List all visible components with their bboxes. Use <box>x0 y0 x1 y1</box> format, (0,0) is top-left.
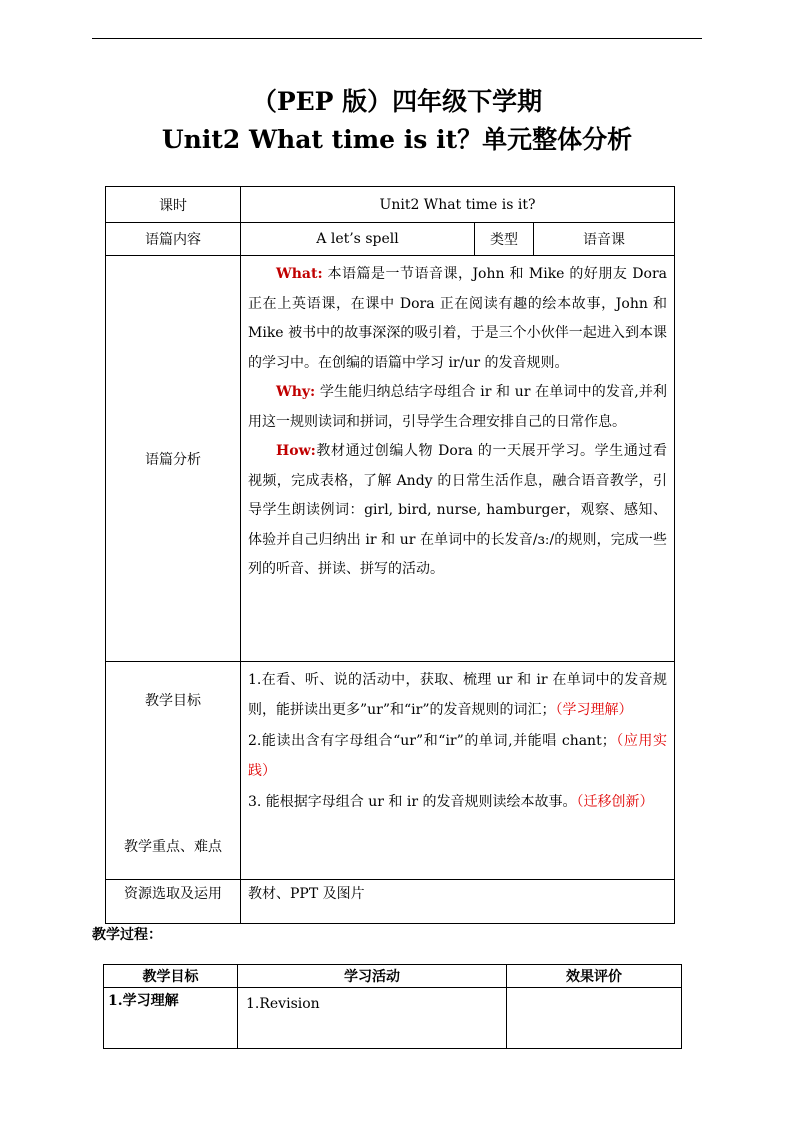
table-row <box>106 256 675 662</box>
what-text: 本语篇是一节语音课，John 和 Mike 的好朋友 Dora 正在上英语课，在课中 Dora 正在阅读有趣的绘本故事，John 和 Mike 被书中的故事深深的吸引着，于是三个小伙伴一起进入到本课的学习中。在创编的语篇中学习 ir/ur 的发音规则。 <box>248 266 668 371</box>
goal-key-label-cell <box>106 662 241 880</box>
goal-1-text: 1.在看、听、说的活动中，获取、梳理 ur 和 ir 在单词中的发音规则，能拼读出更多”ur”和“ir”的发音规则的词汇； <box>248 672 668 718</box>
table-row <box>104 988 682 1049</box>
table-row <box>106 223 675 256</box>
how-paragraph <box>248 437 667 585</box>
table-header-row <box>104 965 682 988</box>
why-keyword: Why: <box>276 384 316 400</box>
goal-3 <box>248 788 667 818</box>
analysis-content <box>241 256 675 662</box>
why-paragraph <box>248 378 667 437</box>
type-value: 语音课 <box>534 223 675 256</box>
lesson-label: 课时 <box>106 187 241 223</box>
teaching-process-table <box>103 964 682 1049</box>
table-row <box>106 880 675 924</box>
content-label: 语篇内容 <box>106 223 241 256</box>
goal-3-text: 3. 能根据字母组合 ur 和 ir 的发音规则读绘本故事。 <box>248 794 577 810</box>
goal-2-tag: （应用实践） <box>248 733 668 779</box>
content-value: A let’s spell <box>241 223 475 256</box>
how-text: 教材通过创编人物 Dora 的一天展开学习。学生通过看视频，完成表格，了解 Andy 的日常生活作息，融合语音教学，引导学生朗读例词：girl, bird, nurse, hamburger，观察、感知、体验并自己归纳出 ir 和 ur 在单词中的长发音/ɜː/的规则，完成一些列的听音、拼读、拼写的活动。 <box>248 443 668 577</box>
row-activity: 1.Revision <box>238 988 507 1049</box>
type-label: 类型 <box>475 223 534 256</box>
table-row <box>106 662 675 880</box>
goal-2-text: 2.能读出含有字母组合“ur”和“ir”的单词,并能唱 chant； <box>248 733 616 749</box>
lesson-value: Unit2 What time is it? <box>241 187 675 223</box>
table-row <box>106 187 675 223</box>
process-title: 教学过程： <box>92 927 162 943</box>
goal-1-tag: （学习理解） <box>555 701 633 718</box>
resource-value: 教材、PPT 及图片 <box>241 880 675 924</box>
header-activity: 学习活动 <box>238 965 507 988</box>
what-keyword: What: <box>276 266 323 282</box>
header-evaluation: 效果评价 <box>507 965 682 988</box>
analysis-label: 语篇分析 <box>106 256 241 662</box>
key-difficulty-label: 教学重点、难点 <box>124 839 222 855</box>
goal-3-tag: （迁移创新） <box>576 794 654 810</box>
how-keyword: How: <box>276 443 316 459</box>
goal-2 <box>248 727 667 786</box>
row-evaluation <box>507 988 682 1049</box>
page-title-line2: Unit2 What time is it？单元整体分析 <box>161 125 633 154</box>
what-paragraph <box>248 260 667 378</box>
unit-analysis-table <box>105 186 675 924</box>
header-rule <box>92 38 702 39</box>
why-text: 学生能归纳总结字母组合 ir 和 ur 在单词中的发音,并利用这一规则读词和拼词，引导学生合理安排自己的日常作息。 <box>248 384 668 430</box>
goal-1 <box>248 666 667 725</box>
header-goal: 教学目标 <box>104 965 238 988</box>
goals-content <box>241 662 675 880</box>
page-title-line1: （PEP 版）四年级下学期 <box>251 87 543 116</box>
row-goal: 1.学习理解 <box>104 988 238 1049</box>
resource-label: 资源选取及运用 <box>106 880 241 924</box>
goal-label: 教学目标 <box>145 693 201 709</box>
